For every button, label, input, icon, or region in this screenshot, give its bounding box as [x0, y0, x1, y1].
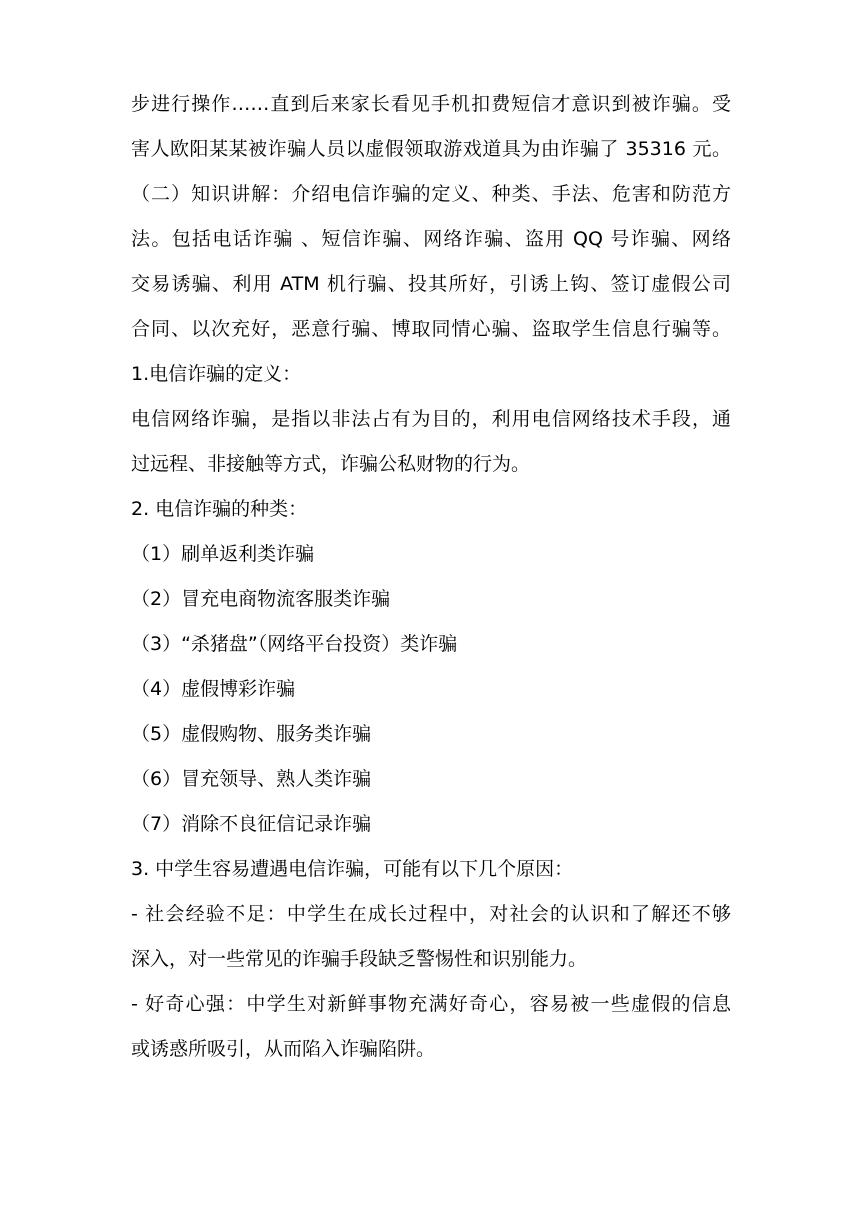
text-line: 交易诱骗、利用 ATM 机行骗、投其所好，引诱上钩、签订虚假公司 — [131, 273, 731, 295]
text-line: （二）知识讲解：介绍电信诈骗的定义、种类、手法、危害和防范方 — [131, 183, 731, 205]
list-item: （1）刷单返利类诈骗 — [131, 543, 315, 565]
text-line: 电信网络诈骗，是指以非法占有为目的，利用电信网络技术手段，通 — [131, 408, 731, 430]
section-heading: 2. 电信诈骗的种类： — [131, 498, 308, 520]
list-item: （4）虚假博彩诈骗 — [131, 678, 296, 700]
list-item: （3）“杀猪盘”（网络平台投资）类诈骗 — [131, 633, 458, 655]
text-line: - 社会经验不足：中学生在成长过程中，对社会的认识和了解还不够 — [131, 903, 731, 925]
text-line: 步进行操作……直到后来家长看见手机扣费短信才意识到被诈骗。受 — [131, 93, 731, 115]
document-body — [131, 82, 731, 1072]
list-item: （5）虚假购物、服务类诈骗 — [131, 723, 372, 745]
list-item: （6）冒充领导、熟人类诈骗 — [131, 768, 372, 790]
text-line: 法。包括电话诈骗 、短信诈骗、网络诈骗、盗用 QQ 号诈骗、网络 — [131, 228, 731, 250]
text-line: 过远程、非接触等方式，诈骗公私财物的行为。 — [131, 453, 531, 475]
list-item: （2）冒充电商物流客服类诈骗 — [131, 588, 391, 610]
text-line: 害人欧阳某某被诈骗人员以虚假领取游戏道具为由诈骗了 35316 元。 — [131, 138, 731, 160]
text-line: 深入，对一些常见的诈骗手段缺乏警惕性和识别能力。 — [131, 948, 588, 970]
section-heading: 1.电信诈骗的定义： — [131, 363, 302, 385]
section-heading: 3. 中学生容易遭遇电信诈骗，可能有以下几个原因： — [131, 858, 574, 880]
text-line: 合同、以次充好，恶意行骗、博取同情心骗、盗取学生信息行骗等。 — [131, 318, 731, 340]
text-line: 或诱惑所吸引，从而陷入诈骗陷阱。 — [131, 1038, 436, 1060]
list-item: （7）消除不良征信记录诈骗 — [131, 813, 372, 835]
text-line: - 好奇心强：中学生对新鲜事物充满好奇心，容易被一些虚假的信息 — [131, 993, 731, 1015]
